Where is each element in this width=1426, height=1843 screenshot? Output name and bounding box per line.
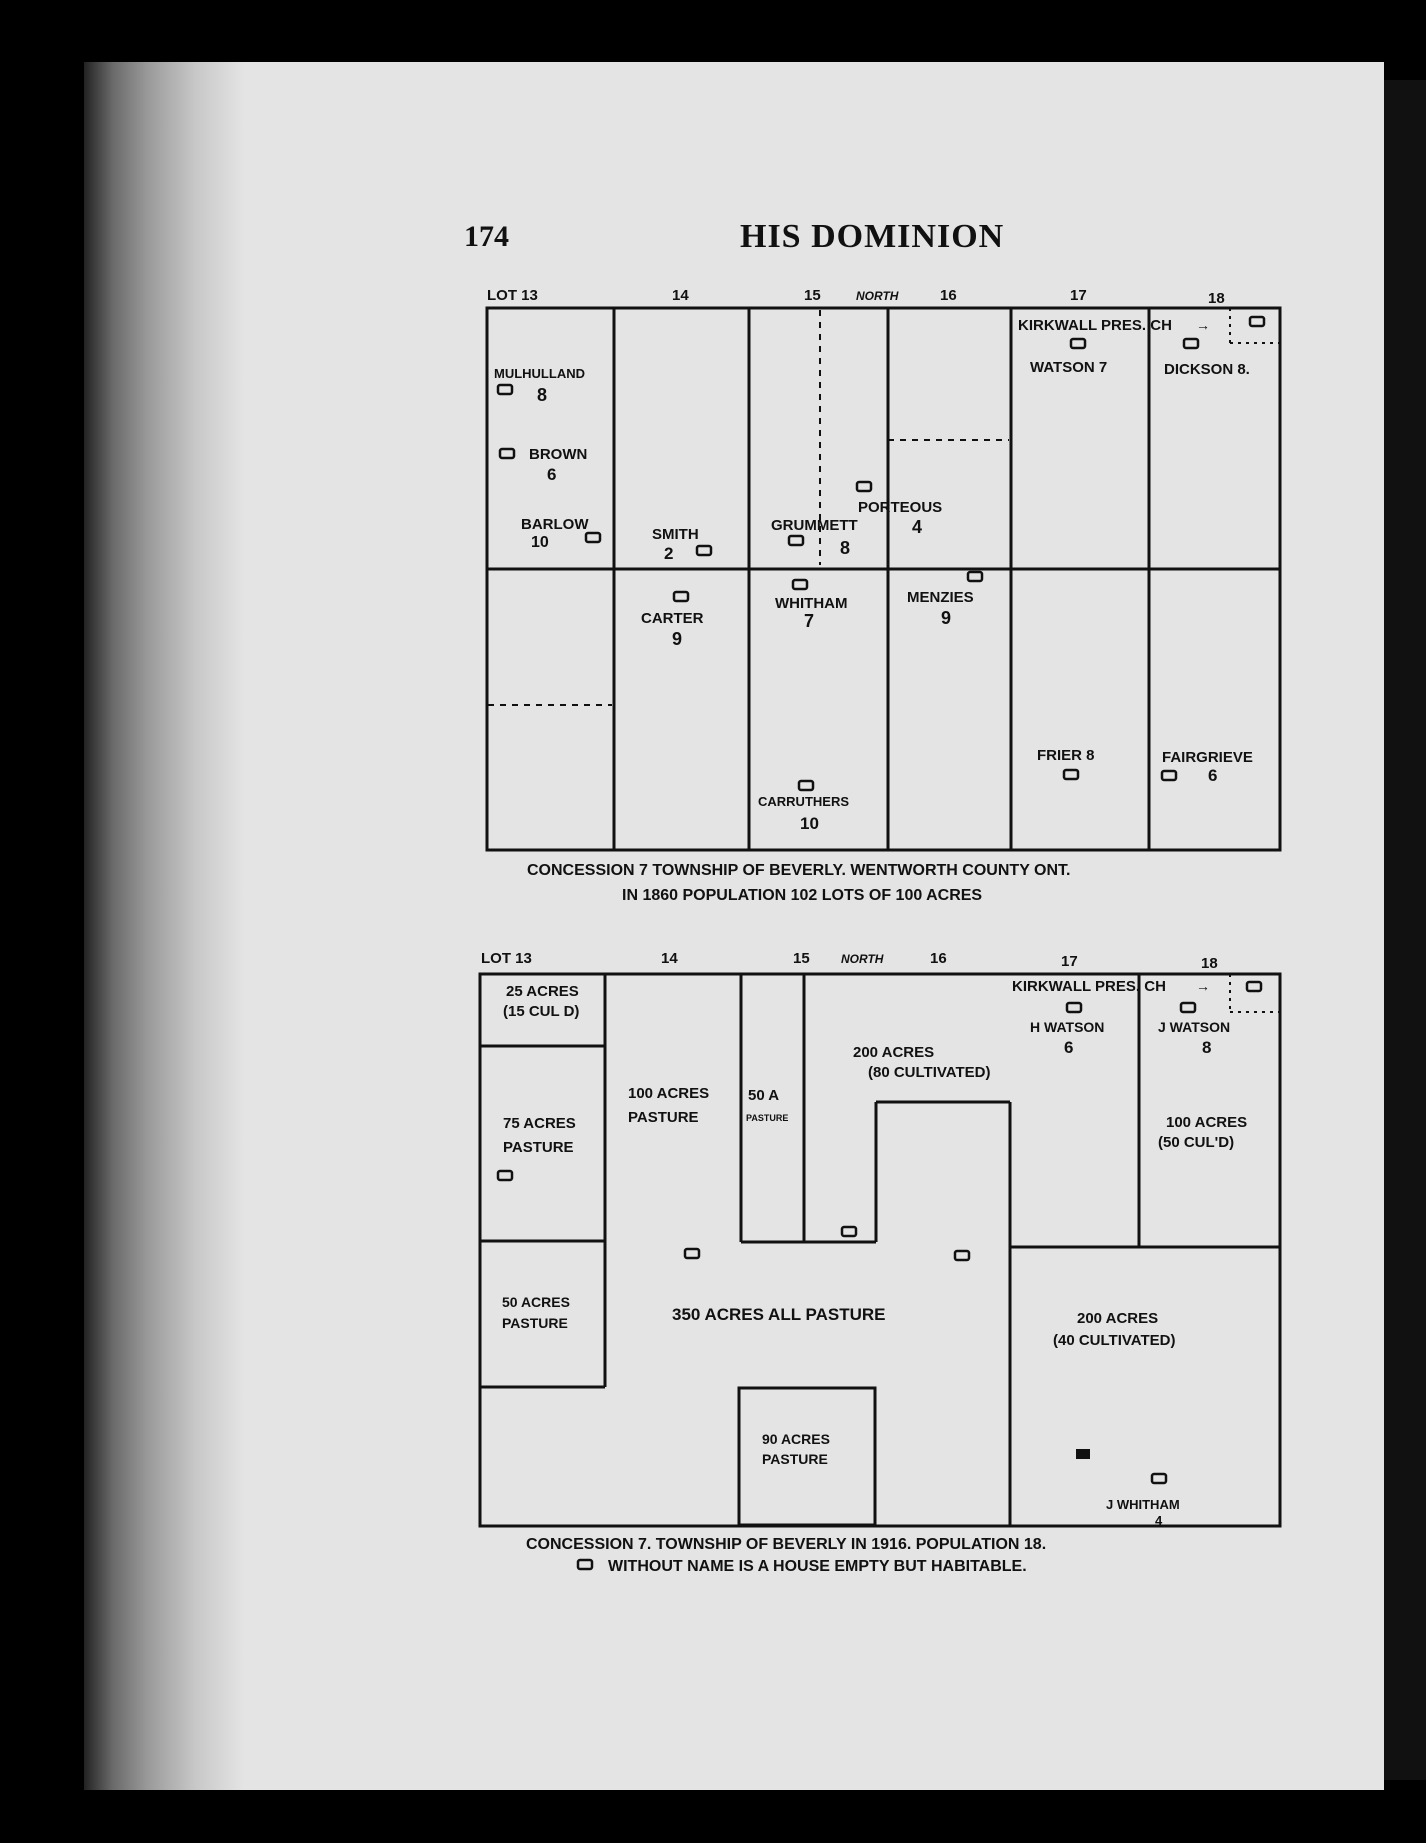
map2-j-watson: J WATSON bbox=[1158, 1019, 1231, 1035]
map2-parcel-350-acres: 350 ACRES ALL PASTURE bbox=[672, 1305, 886, 1324]
map1-mulhulland-count: 8 bbox=[537, 385, 548, 405]
map2-church-house-icon bbox=[1247, 982, 1261, 991]
map2-church-arrow: → bbox=[1196, 978, 1210, 994]
map1-lot-13: LOT 13 bbox=[487, 287, 538, 304]
map1-barlow-count: 10 bbox=[531, 534, 549, 551]
map1-caption-line2: IN 1860 POPULATION 102 LOTS OF 100 ACRES bbox=[622, 887, 983, 904]
map2-parcel-100-pasture: PASTURE bbox=[628, 1109, 699, 1126]
map2-labels bbox=[498, 978, 1261, 1528]
map2-parcel-100c-acres: 100 ACRES bbox=[1166, 1114, 1248, 1131]
map2-parcel-50a-pasture: PASTURE bbox=[746, 1113, 789, 1123]
map1-church-arrow: → bbox=[1196, 317, 1210, 333]
house-icon bbox=[793, 580, 807, 589]
map2-lot-18: 18 bbox=[1201, 955, 1218, 972]
map1-fairgrieve: FAIRGRIEVE bbox=[1162, 749, 1253, 766]
map2-lot-15: 15 bbox=[793, 950, 810, 967]
map2-parcel-25-cultivated: (15 CUL D) bbox=[503, 1003, 580, 1020]
map1-lot-15: 15 bbox=[804, 287, 821, 304]
map1-border bbox=[487, 308, 1280, 850]
map1-grummett: GRUMMETT bbox=[771, 517, 858, 534]
map2-parcel-50a: 50 A bbox=[748, 1087, 780, 1104]
house-icon bbox=[697, 546, 711, 555]
map2-h-watson: H WATSON bbox=[1030, 1019, 1105, 1035]
map1-watson: WATSON 7 bbox=[1030, 359, 1108, 376]
legend-house-icon bbox=[578, 1560, 592, 1569]
map2-lot-14: 14 bbox=[661, 950, 678, 967]
map2-lot-16: 16 bbox=[930, 950, 947, 967]
map2-j-whitham: J WHITHAM bbox=[1106, 1497, 1180, 1512]
map2-parcel-75-acres: 75 ACRES bbox=[503, 1115, 576, 1132]
map2-parcel-90-acres: 90 ACRES bbox=[762, 1431, 830, 1447]
house-icon bbox=[789, 536, 803, 545]
map2-parcel-50-pasture: PASTURE bbox=[502, 1315, 568, 1331]
house-icon bbox=[1071, 339, 1085, 348]
map2-parcel-200-acres: 200 ACRES bbox=[853, 1044, 935, 1061]
map2-parcel-100-acres: 100 ACRES bbox=[628, 1085, 710, 1102]
map1-grummett-count: 8 bbox=[840, 538, 851, 558]
map1-porteous: PORTEOUS bbox=[858, 499, 943, 516]
map2-parcel-50-acres: 50 ACRES bbox=[502, 1294, 570, 1310]
house-icon bbox=[1184, 339, 1198, 348]
map1-barlow: BARLOW bbox=[521, 516, 589, 533]
house-icon bbox=[1181, 1003, 1195, 1012]
map2-parcel-100c-cultivated: (50 CUL'D) bbox=[1158, 1134, 1235, 1151]
map1-frier: FRIER 8 bbox=[1037, 747, 1095, 764]
map1-north: NORTH bbox=[856, 289, 899, 303]
map1-church-label: KIRKWALL PRES. CH bbox=[1018, 317, 1172, 334]
filled-house-icon bbox=[1076, 1449, 1090, 1459]
house-icon bbox=[968, 572, 982, 581]
map2-caption-line1: CONCESSION 7. TOWNSHIP OF BEVERLY IN 1916. POPULATION 18. bbox=[526, 1536, 1047, 1553]
map2-parcel-75-pasture: PASTURE bbox=[503, 1139, 574, 1156]
map1-caption-line1: CONCESSION 7 TOWNSHIP OF BEVERLY. WENTWORTH COUNTY ONT. bbox=[527, 862, 1071, 879]
map1-lot-17: 17 bbox=[1070, 287, 1087, 304]
house-icon bbox=[498, 1171, 512, 1180]
map1-whitham: WHITHAM bbox=[775, 595, 848, 612]
map1-smith-count: 2 bbox=[664, 544, 674, 563]
map1-menzies: MENZIES bbox=[907, 589, 974, 606]
map2-parcel-200-cultivated: (80 CULTIVATED) bbox=[868, 1064, 991, 1081]
map2-h-watson-count: 6 bbox=[1064, 1038, 1074, 1057]
map1-fairgrieve-count: 6 bbox=[1208, 766, 1218, 785]
map1-carter: CARTER bbox=[641, 610, 704, 627]
map1-mulhulland: MULHULLAND bbox=[494, 366, 585, 381]
house-icon bbox=[1067, 1003, 1081, 1012]
house-icon bbox=[674, 592, 688, 601]
map1-brown-count: 6 bbox=[547, 465, 557, 484]
map2-caption-line2: WITHOUT NAME IS A HOUSE EMPTY BUT HABITABLE. bbox=[608, 1558, 1027, 1575]
house-icon bbox=[586, 533, 600, 542]
map1-carruthers: CARRUTHERS bbox=[758, 794, 849, 809]
page-number: 174 bbox=[464, 220, 509, 253]
map1-lot-labels bbox=[487, 287, 1225, 307]
house-icon bbox=[1064, 770, 1078, 779]
map1-smith: SMITH bbox=[652, 526, 699, 543]
map1-church-house-icon bbox=[1250, 317, 1264, 326]
house-icon bbox=[1162, 771, 1176, 780]
map2-j-whitham-count: 4 bbox=[1155, 1513, 1163, 1528]
map1-lot-14: 14 bbox=[672, 287, 689, 304]
map2-parcel-25-acres: 25 ACRES bbox=[506, 983, 579, 1000]
map1-carruthers-count: 10 bbox=[800, 814, 819, 833]
map1-caption bbox=[527, 862, 1070, 904]
house-icon bbox=[1152, 1474, 1166, 1483]
map2-lot-labels bbox=[481, 950, 1218, 972]
map1-porteous-count: 4 bbox=[912, 517, 923, 537]
house-icon bbox=[842, 1227, 856, 1236]
map1-brown: BROWN bbox=[529, 446, 588, 463]
house-icon bbox=[799, 781, 813, 790]
map1-dickson: DICKSON 8. bbox=[1164, 361, 1250, 378]
map2-north: NORTH bbox=[841, 952, 884, 966]
map2-parcel-90-pasture: PASTURE bbox=[762, 1451, 828, 1467]
map2-parcel-200s-acres: 200 ACRES bbox=[1077, 1310, 1159, 1327]
house-icon bbox=[500, 449, 514, 458]
house-icon bbox=[955, 1251, 969, 1260]
map1-carter-count: 9 bbox=[672, 629, 683, 649]
map1-whitham-count: 7 bbox=[804, 611, 815, 631]
map2-church-label: KIRKWALL PRES. CH bbox=[1012, 978, 1166, 995]
map-1860 bbox=[487, 308, 1280, 850]
map2-j-watson-count: 8 bbox=[1202, 1038, 1212, 1057]
house-icon bbox=[857, 482, 871, 491]
house-icon bbox=[685, 1249, 699, 1258]
map2-lot-13: LOT 13 bbox=[481, 950, 532, 967]
house-icon bbox=[498, 385, 512, 394]
map2-caption bbox=[526, 1536, 1046, 1575]
running-head: HIS DOMINION bbox=[740, 218, 1005, 255]
map1-lot-16: 16 bbox=[940, 287, 957, 304]
map1-lot-18: 18 bbox=[1208, 290, 1225, 307]
map2-lot-17: 17 bbox=[1061, 953, 1078, 970]
map1-menzies-count: 9 bbox=[941, 608, 952, 628]
map2-parcel-200s-cultivated: (40 CULTIVATED) bbox=[1053, 1332, 1176, 1349]
